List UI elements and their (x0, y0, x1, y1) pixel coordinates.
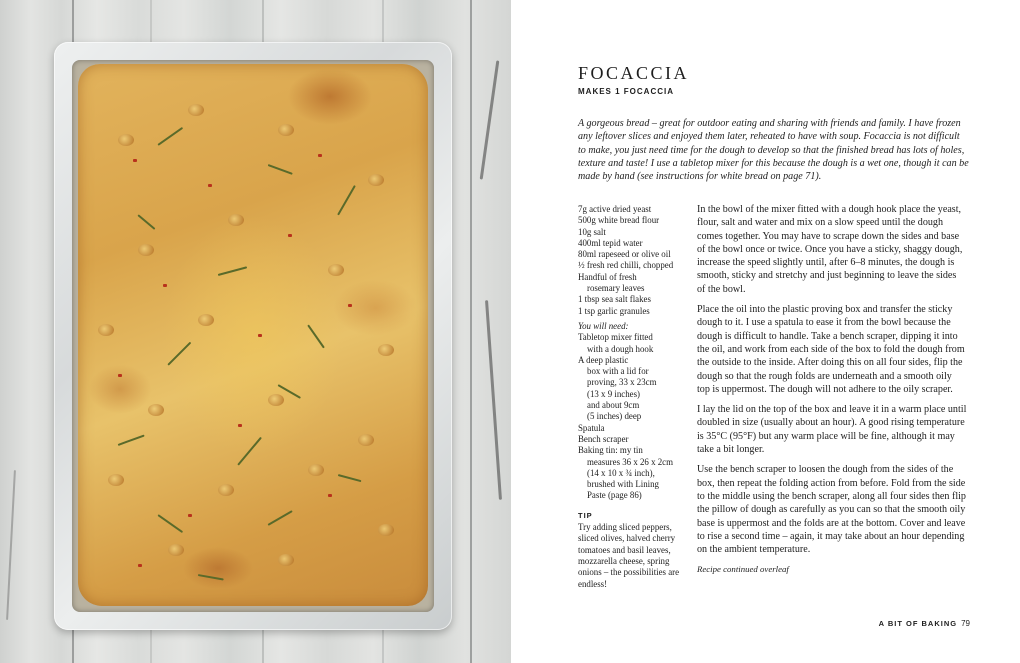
wood-crack (6, 470, 16, 620)
bread-dimple (138, 244, 154, 256)
method-step: Place the oil into the plastic proving box and transfer the sticky dough to it. I use a spatula to ease it from the bowl because the dough is difficult to handle. Take a bench scraper, dipping it into the oil, and work from each side of the box to fold the dough from the outside to the inside. After doing this on all four sides, flip the dough so that the rough folds are underneath and a smooth oily top is uppermost. The dough will not adhere to the oily scraper. (697, 304, 965, 395)
equipment-item: with a dough hook (587, 343, 654, 354)
bread-dimple (368, 174, 384, 186)
ingredients-column (578, 204, 686, 590)
equipment-item: Tabletop mixer fitted (578, 332, 653, 343)
rosemary-leaf (338, 474, 362, 482)
equipment-item: (13 x 9 inches) (587, 388, 640, 399)
recipe-continued-note: Recipe continued overleaf (697, 564, 789, 575)
bread-dimple (278, 554, 294, 566)
recipe-page (511, 0, 1020, 663)
bread-dimple (198, 314, 214, 326)
ingredient-item: 500g white bread flour (578, 215, 660, 226)
rosemary-leaf (157, 127, 183, 146)
page-number: 79 (961, 619, 970, 628)
chilli-flake (328, 494, 332, 497)
tip-text: Try adding sliced peppers, sliced olives, halved cherry tomatoes and basil leaves, mozzarella cheese, spring onions – the possibilities are endless! (578, 522, 680, 589)
ingredient-item: 400ml tepid water (578, 237, 643, 248)
chilli-flake (238, 424, 242, 427)
ingredient-item: 10g salt (578, 226, 606, 237)
bread-dimple (278, 124, 294, 136)
chilli-flake (138, 564, 142, 567)
chilli-flake (208, 184, 212, 187)
bread-dimple (168, 544, 184, 556)
ingredient-item: 1 tbsp sea salt flakes (578, 294, 651, 305)
ingredient-item: Handful of fresh (578, 271, 637, 282)
recipe-title: FOCACCIA (578, 63, 690, 83)
focaccia-bread (78, 64, 428, 606)
method-step: In the bowl of the mixer fitted with a dough hook place the yeast, flour, salt and water and mix on a slow speed until the dough comes together. You may have to scrape down the sides and base of the bowl once or twice. Once you have a sticky, shaggy dough, increase the speed slightly until, after 6–8 minutes, the dough is smooth, sticky and stretchy and just beginning to leave the sides of the bowl. (697, 204, 963, 295)
ingredient-item: 7g active dried yeast (578, 204, 652, 214)
bread-dimple (378, 344, 394, 356)
section-title: A BIT OF BAKING (878, 619, 958, 628)
chilli-flake (288, 234, 292, 237)
you-will-need-label: You will need: (578, 320, 629, 331)
equipment-item: A deep plastic (578, 354, 629, 365)
equipment-item: (14 x 10 x ¾ inch), (587, 467, 655, 478)
baking-tray-inner (72, 60, 434, 612)
ingredient-item: ½ fresh red chilli, chopped (578, 260, 674, 271)
wood-crack (485, 300, 502, 500)
baking-tray (54, 42, 452, 630)
bread-dimple (118, 134, 134, 146)
equipment-item: (5 inches) deep (587, 411, 642, 422)
equipment-item: and about 9cm (587, 400, 640, 411)
bread-dimple (98, 324, 114, 336)
equipment-item: Baking tin: my tin (578, 445, 643, 456)
recipe-intro: A gorgeous bread – great for outdoor eating and sharing with friends and family. I have frozen any leftover slices and enjoyed them later, reheated to have with soup. Focaccia is not difficult to make, you just need time for the dough to develop so that the finished bread has lots of holes, texture and taste! I use a tabletop mixer for this because the dough is a wet one, though it can be made by hand (see instructions for white bread on page 71). (578, 118, 969, 183)
rosemary-leaf (237, 437, 262, 466)
rosemary-leaf (268, 164, 293, 175)
equipment-item: brushed with Lining (587, 479, 659, 490)
chilli-flake (188, 514, 192, 517)
bread-dimple (228, 214, 244, 226)
ingredient-item: 1 tsp garlic granules (578, 305, 650, 316)
bread-dimple (188, 104, 204, 116)
tip-label: TIP (578, 510, 593, 520)
chilli-flake (163, 284, 167, 287)
bread-dimple (218, 484, 234, 496)
rosemary-leaf (167, 342, 191, 366)
rosemary-leaf (137, 214, 155, 230)
chilli-flake (258, 334, 262, 337)
wood-crack (480, 60, 500, 179)
bread-dimple (148, 404, 164, 416)
bread-dimple (378, 524, 394, 536)
rosemary-leaf (198, 574, 224, 580)
ingredient-item: rosemary leaves (587, 283, 645, 294)
ingredient-item: 80ml rapeseed or olive oil (578, 249, 671, 260)
method-step: I lay the lid on the top of the box and leave it in a warm place until doubled in size (usually about an hour). A good rising temperature is 35°C (95°F) but any warm place will be fine, although it may take a bit longer. (697, 404, 967, 456)
rosemary-leaf (307, 324, 325, 348)
method-column (697, 203, 967, 577)
bread-dimple (328, 264, 344, 276)
rosemary-leaf (218, 266, 247, 276)
rosemary-leaf (157, 514, 183, 533)
chilli-flake (348, 304, 352, 307)
bread-dimple (108, 474, 124, 486)
bread-dimple (308, 464, 324, 476)
recipe-yield: MAKES 1 FOCACCIA (578, 87, 675, 96)
rosemary-leaf (268, 510, 293, 526)
equipment-item: box with a lid for (587, 366, 649, 377)
rosemary-leaf (337, 185, 356, 215)
equipment-item: Bench scraper (578, 433, 629, 444)
page-footer (879, 619, 970, 628)
equipment-item: Paste (page 86) (587, 490, 642, 501)
bread-dimple (268, 394, 284, 406)
chilli-flake (318, 154, 322, 157)
method-step: Use the bench scraper to loosen the dough from the sides of the box, then repeat the folding action from before. Fold from the side to the middle using the bench scraper, along all four sides then flip the pillow of dough as carefully as you can so that the smooth oily base is uppermost and the folds are at the bottom. Cover and leave to rise a second time – again, it may take about an hour depending on the ambient temperature. (697, 464, 966, 556)
equipment-item: Spatula (578, 422, 605, 433)
equipment-item: proving, 33 x 23cm (587, 377, 657, 388)
wood-plank-seam (470, 0, 472, 663)
bread-dimple (358, 434, 374, 446)
rosemary-leaf (118, 434, 145, 445)
chilli-flake (118, 374, 122, 377)
chilli-flake (133, 159, 137, 162)
equipment-item: measures 36 x 26 x 2cm (587, 456, 674, 467)
